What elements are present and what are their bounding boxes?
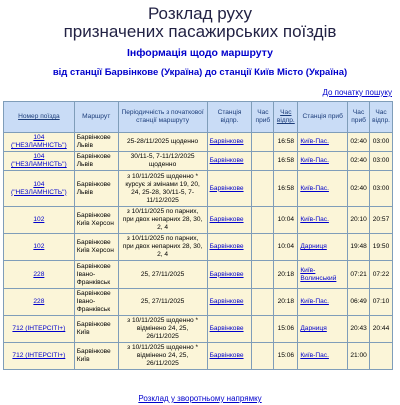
arrival-time-2-cell: [348, 133, 370, 152]
departure-time-1-cell: 10:04: [277, 243, 295, 250]
train-number-link[interactable]: 104 ("НЕЗЛАМНІСТЬ"): [11, 180, 67, 196]
arrival-time-2-cell: [348, 152, 370, 171]
arrival-station-cell: [298, 289, 348, 316]
departure-station-link[interactable]: Барвінкове: [209, 138, 244, 145]
arrival-time-2-cell: 20:43: [350, 325, 367, 332]
arrival-station-cell: [298, 316, 348, 343]
arrival-station-link[interactable]: Київ-Пас.: [300, 157, 329, 164]
departure-time-2-cell: 20:57: [372, 216, 390, 223]
departure-time-1-cell: [274, 152, 298, 171]
arrival-time-1-cell: [252, 261, 274, 289]
route-cell: [74, 261, 118, 289]
departure-time-2-cell: 03:00: [372, 138, 390, 145]
arrival-station-link[interactable]: Київ-Пас.: [300, 298, 329, 305]
train-number-cell: [4, 343, 75, 370]
departure-station-link[interactable]: Барвінкове: [209, 157, 244, 164]
departure-time-1-cell: [274, 207, 298, 234]
col-header-arrival-station: Станція приб: [298, 102, 348, 133]
periodicity-cell: [118, 289, 207, 316]
train-number-cell: [4, 133, 75, 152]
periodicity-cell: з 10/11/2025 щоденно * відмінено 24, 25, 26/11/2025: [127, 344, 199, 367]
arrival-time-2-cell: 07:21: [350, 270, 367, 278]
route-cell: Барвінкове Івано-Франківськ: [76, 262, 111, 286]
timetable-body: [4, 133, 393, 370]
col-header-train-number[interactable]: Номер поїзда: [4, 102, 75, 133]
col-header-arrival-time-1: Час приб: [252, 102, 274, 133]
arrival-time-2-cell: 19:48: [350, 243, 367, 250]
departure-time-2-cell: [370, 289, 393, 316]
departure-time-2-cell: [370, 152, 393, 171]
arrival-station-link[interactable]: Дарниця: [300, 325, 327, 332]
arrival-time-2-cell: [348, 289, 370, 316]
departure-station-cell: [207, 289, 252, 316]
page-title-line1: Розклад руху: [147, 4, 253, 23]
route-cell: [74, 289, 118, 316]
col-header-periodicity: Періодичність з початкової станції маршруту: [118, 102, 207, 133]
train-number-link[interactable]: 228: [33, 298, 45, 305]
departure-time-2-cell: 03:00: [372, 157, 390, 164]
departure-time-1-cell: 16:58: [277, 157, 295, 164]
page-title-line2: призначених пасажирських поїздів: [63, 22, 337, 41]
departure-time-2-cell: 20:44: [372, 325, 390, 332]
departure-station-cell: [207, 234, 252, 261]
arrival-time-2-cell: [348, 343, 370, 370]
departure-time-1-cell: [274, 343, 298, 370]
departure-station-link[interactable]: Барвінкове: [209, 184, 244, 192]
periodicity-cell: з 10/11/2025 щоденно * відмінено 24, 25, 26/11/2025: [127, 317, 199, 340]
arrival-time-2-cell: [348, 234, 370, 261]
periodicity-cell: 30/11-5, 7-11/12/2025 щоденно: [130, 153, 195, 168]
arrival-time-1-cell: [252, 171, 274, 207]
table-row: [4, 343, 393, 370]
departure-time-1-cell: 15:06: [277, 352, 295, 359]
train-number-link[interactable]: 102: [33, 216, 45, 223]
departure-station-link[interactable]: Барвінкове: [209, 270, 244, 278]
periodicity-cell: [118, 207, 207, 234]
departure-station-cell: [207, 152, 252, 171]
route-cell: Барвінкове Київ: [76, 348, 111, 363]
departure-station-cell: [207, 261, 252, 289]
departure-time-2-cell: [370, 316, 393, 343]
periodicity-cell: [118, 171, 207, 207]
departure-time-1-cell: [274, 289, 298, 316]
route-cell: Барвінкове Львів: [76, 134, 111, 149]
arrival-time-1-cell: [252, 289, 274, 316]
arrival-time-1-cell: [252, 152, 274, 171]
arrival-station-cell: [298, 343, 348, 370]
departure-time-2-cell: [370, 207, 393, 234]
arrival-station-link[interactable]: Київ-Пас.: [300, 138, 329, 145]
arrival-station-link[interactable]: Дарниця: [300, 243, 327, 250]
departure-time-2-cell: [370, 343, 393, 370]
arrival-time-2-cell: [348, 171, 370, 207]
departure-station-link[interactable]: Барвінкове: [209, 325, 244, 332]
route-cell: Барвінкове Київ Херсон: [76, 239, 114, 254]
timetable-table: [3, 101, 393, 370]
route-cell: Барвінкове Київ: [76, 321, 111, 336]
route-cell: [74, 133, 118, 152]
table-row: [4, 261, 393, 289]
train-number-cell: [4, 316, 75, 343]
table-row: [4, 207, 393, 234]
departure-time-2-cell: [370, 234, 393, 261]
timetable-page: [0, 5, 400, 405]
reverse-direction-link[interactable]: Розклад у зворотньому напрямку: [138, 394, 262, 403]
departure-station-cell: [207, 207, 252, 234]
departure-time-1-cell: 15:06: [277, 325, 295, 332]
periodicity-cell: [118, 261, 207, 289]
route-cell: Барвінкове Київ Херсон: [76, 212, 114, 227]
arrival-time-1-cell: [252, 316, 274, 343]
departure-station-cell: [207, 316, 252, 343]
departure-time-2-cell: [370, 171, 393, 207]
departure-station-cell: [207, 171, 252, 207]
departure-station-cell: [207, 343, 252, 370]
train-number-cell: [4, 207, 75, 234]
train-number-link[interactable]: 712 (ІНТЕРСІТІ+): [12, 325, 66, 332]
arrival-station-cell: [298, 207, 348, 234]
train-number-link[interactable]: 104 ("НЕЗЛАМНІСТЬ"): [11, 153, 67, 168]
periodicity-cell: [118, 343, 207, 370]
route-cell: Барвінкове Львів: [76, 180, 111, 196]
departure-time-1-cell: [274, 234, 298, 261]
departure-time-2-cell: 07:10: [372, 298, 390, 305]
col-header-departure-time-2: Час відпр.: [370, 102, 393, 133]
periodicity-cell: з 10/11/2025 по парних, при двох непарних 28, 30, 2, 4: [122, 208, 203, 231]
train-number-cell: [4, 152, 75, 171]
arrival-time-2-cell: [348, 316, 370, 343]
arrival-station-cell: [298, 261, 348, 289]
departure-time-1-cell: 20:18: [277, 298, 295, 305]
route-cell: [74, 316, 118, 343]
route-description: від станції Барвінкове (Україна) до станції Київ Місто (Україна): [52, 67, 348, 78]
arrival-time-2-cell: 20:10: [350, 216, 367, 223]
departure-time-1-cell: [274, 261, 298, 289]
arrival-station-link[interactable]: Київ-Пас.: [300, 352, 329, 359]
col-header-departure-time-1[interactable]: Час відпр.: [274, 102, 298, 133]
departure-time-2-cell: [370, 261, 393, 289]
arrival-station-link[interactable]: Київ-Пас.: [300, 184, 329, 192]
page-title: [0, 5, 400, 41]
train-number-link[interactable]: 712 (ІНТЕРСІТІ+): [12, 352, 66, 359]
departure-station-link[interactable]: Барвінкове: [209, 298, 244, 305]
arrival-station-link[interactable]: Київ-Волинський: [300, 266, 337, 282]
departure-station-link[interactable]: Барвінкове: [209, 243, 244, 250]
table-header-row: [4, 102, 393, 133]
arrival-time-2-cell: 02:40: [350, 157, 367, 164]
arrival-station-cell: [298, 171, 348, 207]
arrival-time-2-cell: [348, 261, 370, 289]
route-cell: Барвінкове Львів: [76, 153, 111, 168]
arrival-time-2-cell: 21:00: [350, 352, 367, 359]
departure-time-1-cell: [274, 316, 298, 343]
periodicity-cell: 25, 27/11/2025: [140, 298, 185, 305]
departure-time-1-cell: [274, 133, 298, 152]
arrival-station-link[interactable]: Київ-Пас.: [300, 216, 329, 223]
arrival-time-2-cell: 06:49: [350, 298, 367, 305]
arrival-time-1-cell: [252, 234, 274, 261]
route-cell: [74, 171, 118, 207]
departure-time-1-cell: 10:04: [277, 216, 295, 223]
departure-time-1-cell: 20:18: [277, 270, 295, 278]
route-cell: [74, 343, 118, 370]
departure-station-link[interactable]: Барвінкове: [209, 352, 244, 359]
arrival-time-1-cell: [252, 207, 274, 234]
train-number-cell: [4, 234, 75, 261]
table-row: [4, 152, 393, 171]
departure-time-1-cell: 16:58: [277, 184, 295, 192]
departure-time-1-cell: 16:58: [277, 138, 295, 145]
col-header-route: Маршрут: [74, 102, 118, 133]
arrival-time-2-cell: 02:40: [350, 138, 367, 145]
departure-station-cell: [207, 133, 252, 152]
periodicity-cell: 25-28/11/2025 щоденно: [126, 138, 199, 145]
departure-station-link[interactable]: Барвінкове: [209, 216, 244, 223]
table-row: [4, 234, 393, 261]
arrival-station-cell: [298, 133, 348, 152]
departure-time-2-cell: [370, 133, 393, 152]
train-number-cell: [4, 289, 75, 316]
periodicity-cell: [118, 234, 207, 261]
periodicity-cell: [118, 133, 207, 152]
table-row: [4, 133, 393, 152]
route-cell: [74, 152, 118, 171]
arrival-station-cell: [298, 152, 348, 171]
col-header-arrival-time-2: Час приб: [348, 102, 370, 133]
arrival-time-1-cell: [252, 133, 274, 152]
periodicity-cell: з 10/11/2025 щоденно * курсує зі змінами 19, 20, 24, 25-28, 30/11-5, 7-11/12/2025: [125, 172, 200, 204]
departure-time-1-cell: [274, 171, 298, 207]
table-row: [4, 171, 393, 207]
arrival-time-2-cell: [348, 207, 370, 234]
table-row: [4, 289, 393, 316]
train-number-link[interactable]: 102: [33, 243, 45, 250]
back-to-search-link[interactable]: До початку пошуку: [322, 88, 392, 97]
train-number-link[interactable]: 228: [33, 270, 45, 278]
arrival-time-2-cell: 02:40: [350, 184, 367, 192]
departure-time-2-cell: 19:50: [372, 243, 390, 250]
route-cell: [74, 207, 118, 234]
train-number-cell: [4, 261, 75, 289]
periodicity-cell: [118, 152, 207, 171]
col-header-departure-station: Станція відпр.: [207, 102, 252, 133]
train-number-link[interactable]: 104 ("НЕЗЛАМНІСТЬ"): [11, 134, 67, 149]
departure-time-2-cell: 03:00: [372, 184, 390, 192]
route-info-heading: Інформація щодо маршруту: [127, 47, 273, 59]
periodicity-cell: 25, 27/11/2025: [140, 270, 185, 278]
periodicity-cell: [118, 316, 207, 343]
arrival-time-1-cell: [252, 343, 274, 370]
table-row: [4, 316, 393, 343]
arrival-station-cell: [298, 234, 348, 261]
route-cell: Барвінкове Івано-Франківськ: [76, 290, 111, 313]
periodicity-cell: з 10/11/2025 по парних, при двох непарних 28, 30, 2, 4: [122, 235, 203, 258]
train-number-cell: [4, 171, 75, 207]
departure-time-2-cell: 07:22: [372, 270, 390, 278]
route-cell: [74, 234, 118, 261]
